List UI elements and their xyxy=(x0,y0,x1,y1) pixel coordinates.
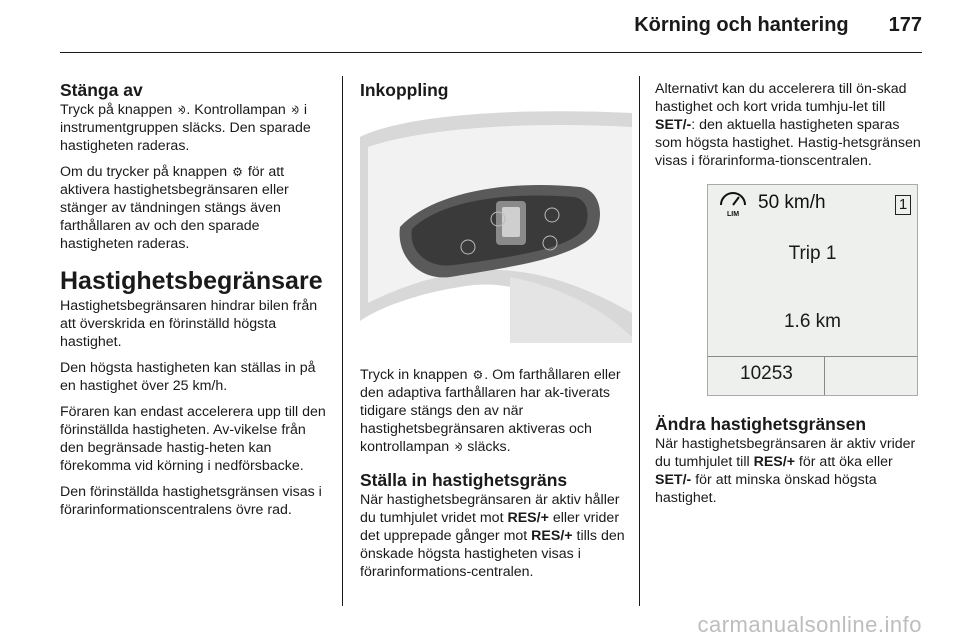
heading-hastighetsbegransare: Hastighetsbegränsare xyxy=(60,267,323,295)
heading-inkoppling: Inkoppling xyxy=(360,80,449,100)
heading-stanga-av: Stänga av xyxy=(60,80,143,100)
paragraph: Alternativt kan du accelerera till ön-skad hastighet och kort vrida tumhju-let till SET/-: den aktuella hastigheten sparas som högsta hastighet. Hastig-hetsgränsen visas i förarinforma-tionscentralen. xyxy=(655,81,921,169)
svg-text:LIM: LIM xyxy=(726,211,740,218)
display-bottom-row xyxy=(708,356,917,395)
limit-speed-value: 50 km/h xyxy=(758,192,826,213)
paragraph: Tryck in knappen ⚙. Om farthållaren eller den adaptiva farthållaren har ak-tiverats tidigare stängs den av när hastighetsbegränsaren aktiveras och kontrollampan ⨵ släcks. xyxy=(360,367,621,455)
paragraph: När hastighetsbegränsaren är aktiv vrider du tumhjulet till RES/+ för att öka eller SET/- för att minska önskad högsta hastighet. xyxy=(655,436,916,506)
watermark: carmanualsonline.info xyxy=(697,612,922,637)
display-top-row xyxy=(708,185,917,221)
limiter-button-icon: ⚙ xyxy=(472,368,484,382)
steering-wheel-illustration xyxy=(360,107,632,343)
page-header xyxy=(634,14,922,37)
trip-distance: 1.6 km xyxy=(783,311,842,332)
heading-andra: Ändra hastighetsgränsen xyxy=(655,414,867,434)
trip-label: Trip 1 xyxy=(788,243,837,264)
column-1 xyxy=(60,80,332,527)
column-divider-2 xyxy=(639,76,640,606)
driver-info-display xyxy=(707,184,918,396)
column-3 xyxy=(655,80,923,515)
limiter-lamp-icon: ⨵ xyxy=(177,103,186,117)
odometer-value: 10253 xyxy=(740,363,793,384)
speed-limiter-icon xyxy=(716,189,750,219)
paragraph: Den förinställda hastighetsgränsen visas i förarinformationscentralens övre rad. xyxy=(60,484,322,518)
paragraph: Tryck på knappen ⨵. Kontrollampan ⨵ i instrumentgruppen släcks. Den sparade hastigheten raderas. xyxy=(60,102,311,154)
gear-indicator: 1 xyxy=(895,195,911,215)
limiter-button-icon: ⚙ xyxy=(232,165,243,179)
limiter-lamp-icon: ⨵ xyxy=(454,440,463,454)
display-frame xyxy=(707,184,918,396)
column-2 xyxy=(360,80,632,589)
display-divider xyxy=(824,357,825,395)
paragraph: När hastighetsbegränsaren är aktiv håller du tumhjulet vridet mot RES/+ eller vrider det upprepade gånger mot RES/+ tills den önskade högsta hastigheten visas i förarinformations-centralen. xyxy=(360,492,625,580)
column-divider-1 xyxy=(342,76,343,606)
page-number: 177 xyxy=(888,14,922,36)
chapter-title: Körning och hantering xyxy=(634,14,849,36)
heading-stalla-in: Ställa in hastighetsgräns xyxy=(360,470,568,490)
paragraph: Om du trycker på knappen ⚙ för att aktivera hastighetsbegränsaren eller stänger av tändningen stängs även farthållaren av och den sparade hastigheten raderas. xyxy=(60,164,289,252)
paragraph: Föraren kan endast accelerera upp till den förinställda hastigheten. Av-vikelse från den begränsade hastig-heten kan förekomma vid körning i nedförsbacke. xyxy=(60,404,326,474)
limiter-lamp-icon: ⨵ xyxy=(290,103,299,117)
paragraph: Den högsta hastigheten kan ställas in på en hastighet över 25 km/h. xyxy=(60,360,316,394)
header-rule xyxy=(60,52,922,53)
paragraph: Hastighetsbegränsaren hindrar bilen från att överskrida en förinställd högsta hastighet. xyxy=(60,298,318,350)
